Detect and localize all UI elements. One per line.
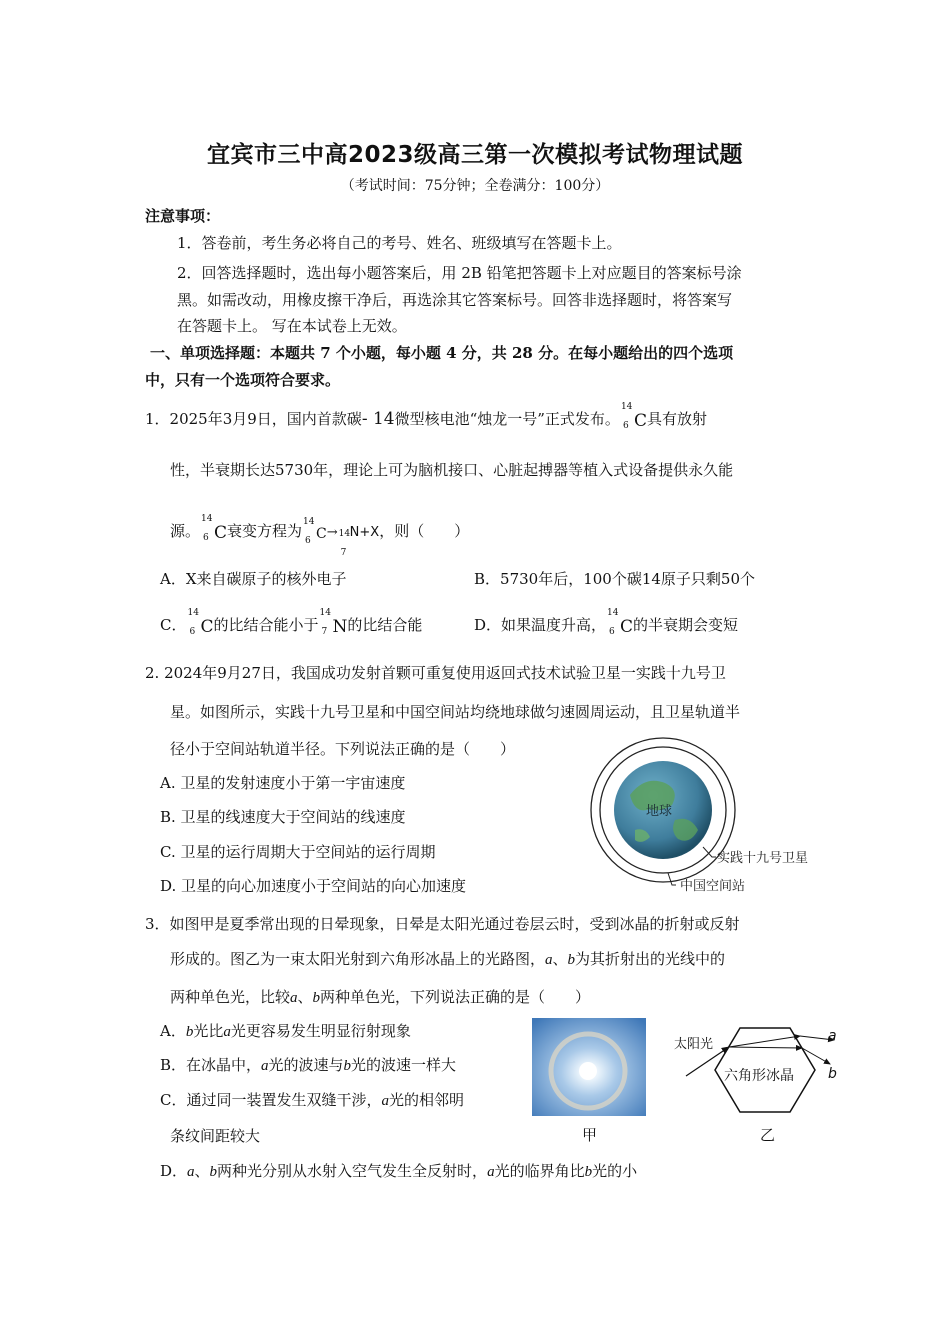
q1-option-d: D．如果温度升高， 14 6 C的半衰期会变短 — [474, 608, 739, 637]
q3-option-a: A．b光比a光更容易发生明显衍射现象 — [160, 1022, 411, 1040]
figure-label-jia: 甲 — [582, 1126, 598, 1144]
decay-products: N+X — [349, 525, 380, 540]
ray-a-inside — [729, 1036, 800, 1047]
q1-line-1-text-b: 微型核电池“烛龙一号”正式发布。 — [394, 410, 620, 428]
q1-line-3-text-b: 衰变方程为 — [227, 522, 303, 540]
earth-label: 地球 — [646, 804, 673, 819]
q2-line-2: 星。如图所示，实践十九号卫星和中国空间站均绕地球做匀速圆周运动，且卫星轨道半 — [170, 703, 741, 721]
nuclide-n14: 14 7 N — [319, 608, 348, 637]
q1-line-3 — [170, 514, 470, 558]
notes-item-2-line-3: 在答题卡上。 写在本试卷上无效。 — [177, 317, 407, 335]
q2-option-c: C. 卫星的运行周期大于空间站的运行周期 — [160, 843, 436, 861]
notes-item-1: 1．答卷前，考生务必将自己的考号、姓名、班级填写在答题卡上。 — [177, 234, 622, 252]
ray-b-label: b — [828, 1066, 837, 1082]
satellite-label: 实践十九号卫星 — [717, 851, 809, 866]
q2-line-3: 径小于空间站轨道半径。下列说法正确的是（ ） — [170, 740, 516, 758]
section-heading-line-2: 中，只有一个选项符合要求。 — [145, 371, 341, 389]
sunlight-label: 太阳光 — [674, 1037, 714, 1052]
section-heading-line-1: 一、单项选择题：本题共 7 个小题，每小题 4 分，共 28 分。在每小题给出的四个选项 — [150, 344, 734, 362]
q1-option-c: C． 14 6 C的比结合能小于 14 7 N的比结合能 — [160, 608, 423, 637]
station-label: 中国空间站 — [680, 879, 746, 894]
crystal-label: 六角形冰晶 — [724, 1068, 794, 1084]
nuclide-c14: 14 6 C — [303, 517, 327, 546]
q1-option-b: B．5730年后，100个碳14原子只剩50个 — [474, 570, 756, 588]
q3-line-3: 两种单色光，比较a、b两种单色光，下列说法正确的是（ ） — [170, 988, 591, 1006]
q2-line-1: 2. 2024年9月27日，我国成功发射首颗可重复使用返回式技术试验卫星一实践十九号卫 — [145, 664, 726, 682]
arrow: → — [326, 525, 338, 540]
q2-option-b: B. 卫星的线速度大于空间站的线速度 — [160, 808, 406, 826]
nuclide-c14: 14 6 C — [607, 608, 634, 637]
q1-line-1-text-a: 1．2025年3月9日，国内首款碳 — [145, 410, 362, 428]
figure-label-yi: 乙 — [760, 1126, 776, 1144]
page-title: 宜宾市三中高2023级高三第一次模拟考试物理试题 — [206, 142, 743, 168]
nuclide-c14: 14 6 C — [620, 402, 647, 431]
q1-line-3-text-c: ，则（ ） — [379, 522, 470, 540]
orbit-figure — [590, 735, 840, 905]
q3-line-2: 形成的。图乙为一束太阳光射到六角形冰晶上的光路图，a、b为其折射出的光线中的 — [170, 950, 726, 968]
q2-option-a: A. 卫星的发射速度小于第一宇宙速度 — [160, 774, 406, 792]
q1-line-2: 性，半衰期长达5730年，理论上可为脑机接口、心脏起搏器等植入式设备提供永久能 — [170, 461, 734, 479]
decay-equation: 14 6 C→ 14 7 N+X — [303, 517, 380, 558]
q1-line-1-text-c: 具有放射 — [646, 410, 707, 428]
ray-a-label: a — [828, 1028, 837, 1044]
q1-line-1 — [145, 402, 707, 431]
halo-photo — [532, 1018, 646, 1116]
sun — [579, 1062, 597, 1080]
q1-line-3-text-a: 源。 — [170, 522, 201, 540]
q1-option-a: A．X来自碳原子的核外电子 — [160, 570, 347, 588]
notes-item-2-line-2: 黑。如需改动，用橡皮擦干净后，再选涂其它答案标号。回答非选择题时，将答案写 — [177, 291, 733, 309]
station-leader-line — [668, 873, 676, 885]
q3-line-1: 3．如图甲是夏季常出现的日晕现象，日晕是太阳光通过卷层云时，受到冰晶的折射或反射 — [145, 915, 740, 933]
q2-option-d: D. 卫星的向心加速度小于空间站的向心加速度 — [160, 877, 467, 895]
notes-heading: 注意事项： — [145, 207, 221, 225]
q1-dash-14: - 14 — [361, 409, 395, 429]
q3-option-b: B．在冰晶中，a光的波速与b光的波速一样大 — [160, 1056, 457, 1074]
notes-item-2-line-1: 2．回答选择题时，选出每小题答案后，用 2B 铅笔把答题卡上对应题目的答案标号涂 — [177, 264, 742, 282]
q3-option-d: D．a、b两种光分别从水射入空气发生全反射时，a光的临界角比b光的小 — [160, 1162, 638, 1180]
ray-b-inside — [729, 1047, 802, 1048]
q3-option-c-line-2: 条纹间距较大 — [170, 1127, 261, 1145]
nuclide-c14: 14 6 C — [201, 514, 228, 543]
q3-option-c: C．通过同一装置发生双缝干涉，a光的相邻明 — [160, 1091, 464, 1109]
exam-info: （考试时间：75分钟；全卷满分：100分） — [340, 178, 610, 194]
nuclide-c14: 14 6 C — [187, 608, 214, 637]
